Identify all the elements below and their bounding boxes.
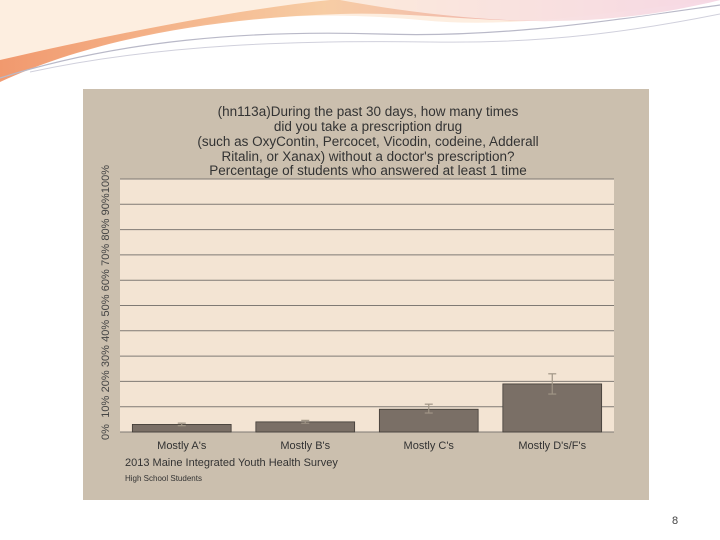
y-tick-label: 100% [100,164,112,194]
y-tick-label: 80% [100,218,112,241]
chart-source: 2013 Maine Integrated Youth Health Survey [125,457,338,469]
chart-title-line-2: did you take a prescription drug [273,119,463,134]
y-tick-label: 0% [100,424,112,440]
page-number: 8 [672,515,679,527]
y-tick-label: 60% [100,269,112,292]
y-tick-label: 70% [100,243,112,266]
y-tick-label: 20% [100,370,112,393]
chart-title-line-4: Ritalin, or Xanax) without a doctor's prescription? [221,149,515,164]
y-tick-label: 10% [100,395,112,418]
x-tick-label: Mostly D's/F's [518,440,587,452]
chart-panel [83,89,649,500]
y-tick-label: 40% [100,319,112,342]
y-tick-label: 30% [100,345,112,368]
chart-title-line-5: Percentage of students who answered at least 1 time [209,163,527,178]
x-tick-label: Mostly B's [280,440,331,452]
slide-header-swoosh [0,0,720,90]
chart-title-line-3: (such as OxyContin, Percocet, Vicodin, codeine, Adderall [197,134,539,149]
y-tick-label: 90% [100,193,112,216]
y-tick-label: 50% [100,294,112,317]
chart-subsource: High School Students [125,474,202,483]
x-tick-label: Mostly A's [157,440,207,452]
x-tick-label: Mostly C's [403,440,454,452]
chart-plot [83,89,649,500]
chart-title-line-1: (hn113a)During the past 30 days, how many times [217,104,519,119]
